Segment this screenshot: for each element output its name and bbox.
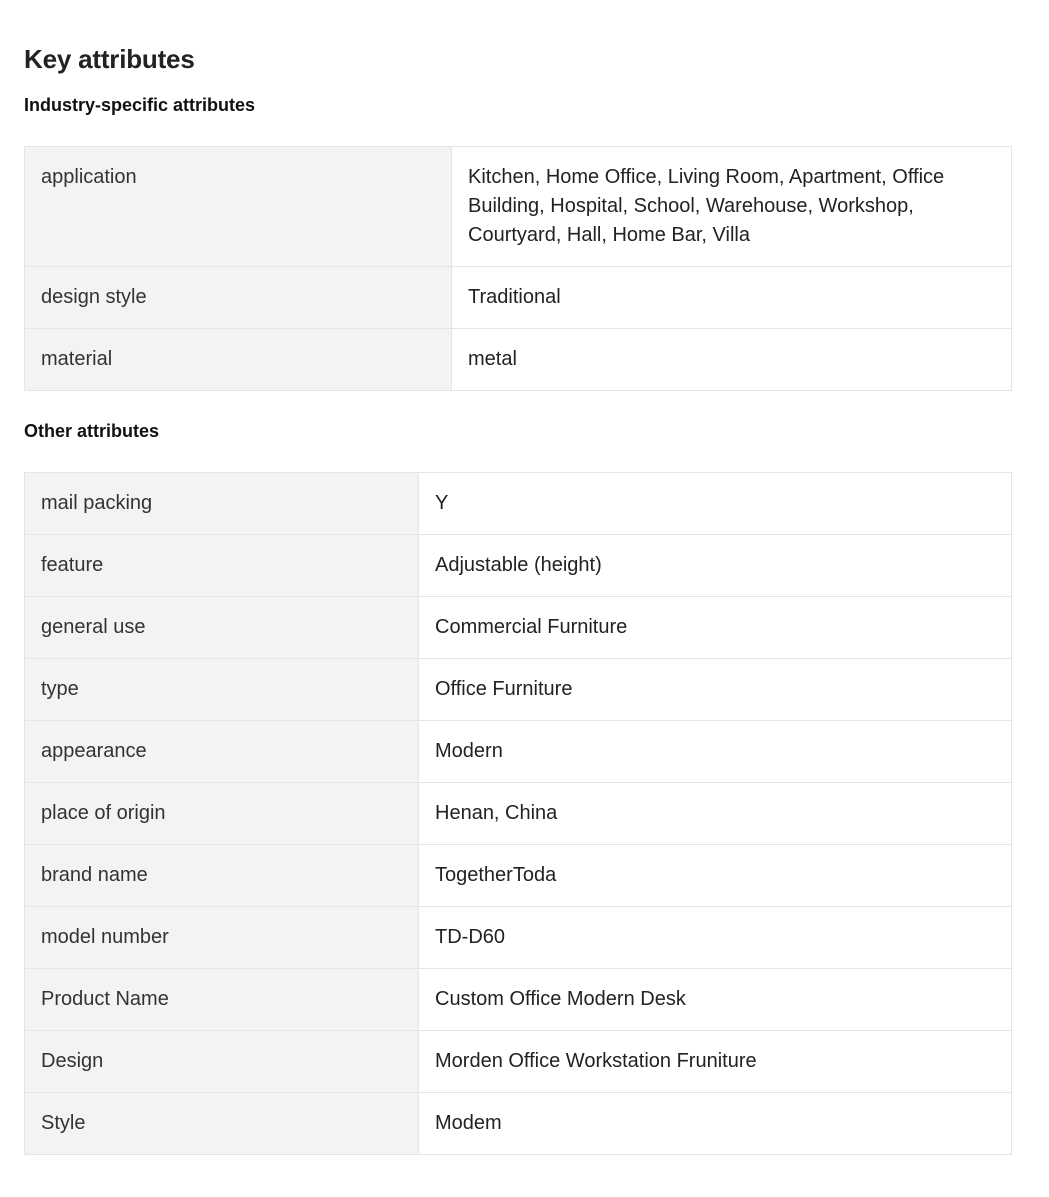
other-attributes-table: [24, 472, 1012, 1155]
table-row: [25, 907, 1012, 969]
attribute-key: feature: [25, 535, 419, 597]
attribute-key: type: [25, 659, 419, 721]
attribute-value: Modem: [419, 1093, 1012, 1155]
page-title: Key attributes: [24, 44, 195, 74]
attribute-value: Adjustable (height): [419, 535, 1012, 597]
table-row: [25, 597, 1012, 659]
attribute-value: Office Furniture: [419, 659, 1012, 721]
attribute-value: TD-D60: [419, 907, 1012, 969]
attribute-key: Product Name: [25, 969, 419, 1031]
attribute-value: Kitchen, Home Office, Living Room, Apartment, Office Building, Hospital, School, Warehouse, Workshop, Courtyard, Hall, Home Bar, Villa: [452, 147, 1012, 267]
table-row: [25, 721, 1012, 783]
table-row: [25, 783, 1012, 845]
attribute-value: TogetherToda: [419, 845, 1012, 907]
attribute-value: Traditional: [452, 267, 1012, 329]
table-row: [25, 535, 1012, 597]
attribute-key: general use: [25, 597, 419, 659]
attribute-value: Custom Office Modern Desk: [419, 969, 1012, 1031]
table-row: [25, 969, 1012, 1031]
table-row: [25, 1031, 1012, 1093]
industry-attributes-heading: Industry-specific attributes: [24, 95, 256, 115]
attribute-key: design style: [25, 267, 452, 329]
attribute-key: brand name: [25, 845, 419, 907]
attribute-key: material: [25, 329, 452, 391]
attribute-key: Design: [25, 1031, 419, 1093]
attribute-key: appearance: [25, 721, 419, 783]
attribute-key: application: [25, 147, 452, 267]
other-attributes-heading: Other attributes: [24, 421, 160, 441]
attribute-key: mail packing: [25, 473, 419, 535]
table-row: [25, 659, 1012, 721]
attribute-value: Y: [419, 473, 1012, 535]
attribute-key: Style: [25, 1093, 419, 1155]
table-row: [25, 1093, 1012, 1155]
attribute-key: place of origin: [25, 783, 419, 845]
attribute-value: metal: [452, 329, 1012, 391]
table-row: [25, 845, 1012, 907]
attribute-value: Commercial Furniture: [419, 597, 1012, 659]
attribute-value: Modern: [419, 721, 1012, 783]
table-row: [25, 267, 1012, 329]
attribute-value: Henan, China: [419, 783, 1012, 845]
attribute-value: Morden Office Workstation Fruniture: [419, 1031, 1012, 1093]
table-row: [25, 329, 1012, 391]
table-row: [25, 473, 1012, 535]
attribute-key: model number: [25, 907, 419, 969]
table-row: [25, 147, 1012, 267]
industry-attributes-table: [24, 146, 1012, 391]
